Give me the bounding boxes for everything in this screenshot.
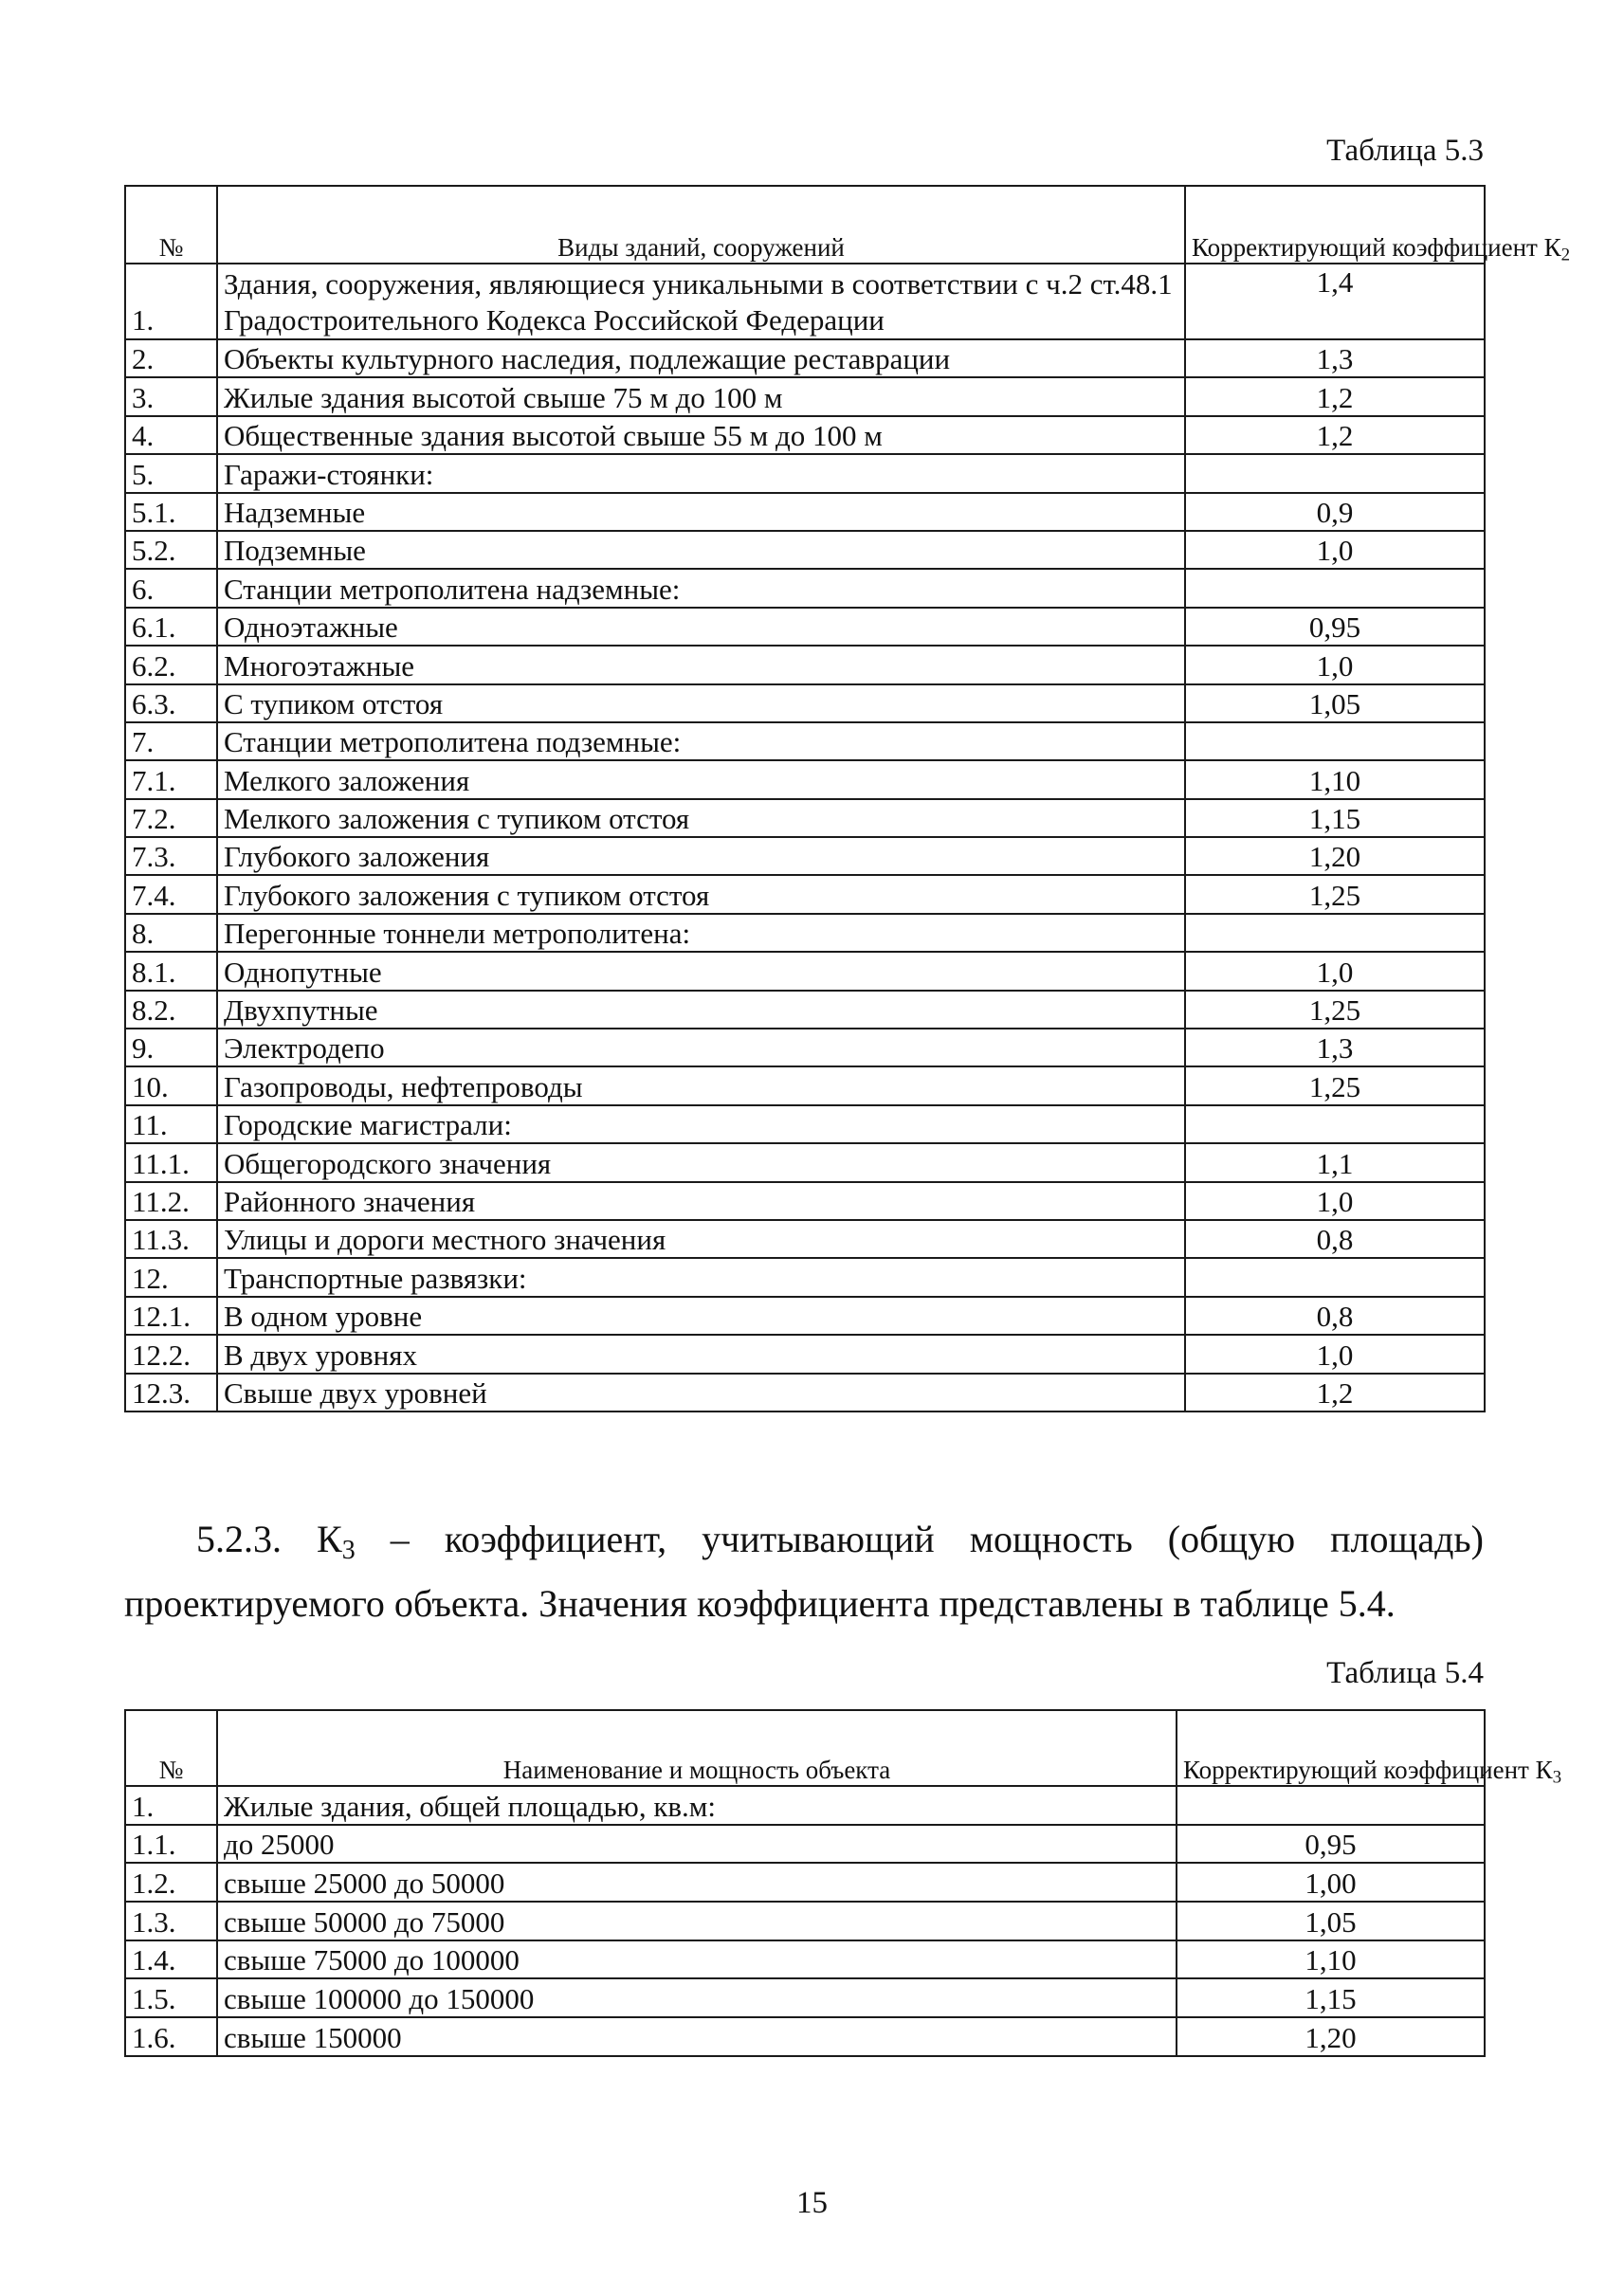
table-row <box>125 2017 1485 2056</box>
table-row <box>125 646 1485 683</box>
row-name: Общегородского значения <box>217 1143 1185 1181</box>
row-coefficient: 1,10 <box>1177 1940 1485 1979</box>
row-coefficient: 1,0 <box>1185 646 1485 683</box>
row-number: 8. <box>125 914 217 952</box>
row-name: Одноэтажные <box>217 608 1185 646</box>
table-row <box>125 722 1485 760</box>
row-coefficient: 1,0 <box>1185 1182 1485 1220</box>
row-number: 11.1. <box>125 1143 217 1181</box>
row-number: 7.1. <box>125 760 217 798</box>
row-name: Станции метрополитена подземные: <box>217 722 1185 760</box>
row-coefficient: 1,20 <box>1185 837 1485 875</box>
table-row <box>125 684 1485 722</box>
table-row <box>125 1182 1485 1220</box>
page-number: 15 <box>796 2186 828 2220</box>
row-coefficient <box>1185 569 1485 607</box>
row-name: Улицы и дороги местного значения <box>217 1220 1185 1258</box>
table-row <box>125 264 1485 339</box>
row-name: С тупиком отстоя <box>217 684 1185 722</box>
row-number: 9. <box>125 1029 217 1066</box>
table-row <box>125 416 1485 454</box>
row-number: 5.1. <box>125 493 217 531</box>
table-row <box>125 1143 1485 1181</box>
row-number: 5.2. <box>125 531 217 569</box>
row-name: Электродепо <box>217 1029 1185 1066</box>
table-5-3 <box>124 185 1571 1412</box>
row-name: Свыше двух уровней <box>217 1374 1185 1412</box>
row-number: 6.3. <box>125 684 217 722</box>
row-number: 3. <box>125 377 217 415</box>
table-row <box>125 1902 1485 1940</box>
row-name: Глубокого заложения <box>217 837 1185 875</box>
row-number: 2. <box>125 339 217 377</box>
header-number: № <box>125 1710 217 1786</box>
table-row <box>125 760 1485 798</box>
row-name: Транспортные развязки: <box>217 1258 1185 1296</box>
row-coefficient: 1,20 <box>1177 2017 1485 2056</box>
table-row <box>125 1297 1485 1335</box>
row-name: Станции метрополитена надземные: <box>217 569 1185 607</box>
row-number: 1.6. <box>125 2017 217 2056</box>
table-5-3-caption: Таблица 5.3 <box>1326 134 1484 168</box>
row-number: 8.1. <box>125 952 217 990</box>
row-name: свыше 100000 до 150000 <box>217 1978 1177 2017</box>
row-name: свыше 75000 до 100000 <box>217 1940 1177 1979</box>
row-number: 12. <box>125 1258 217 1296</box>
row-name: Многоэтажные <box>217 646 1185 683</box>
row-coefficient: 1,05 <box>1185 684 1485 722</box>
row-coefficient: 1,3 <box>1185 1029 1485 1066</box>
table-row <box>125 531 1485 569</box>
table-row <box>125 1335 1485 1373</box>
paragraph-5-2-3: 5.2.3. $К_3$ – коэффициент, учитывающий мощность (общую площадь) проектируемого объекта. Значения коэффициента представлены в таблице 5.4. <box>124 1518 1484 1625</box>
row-number: 12.3. <box>125 1374 217 1412</box>
table-row <box>125 799 1485 837</box>
table-row <box>125 1029 1485 1066</box>
row-number: 4. <box>125 416 217 454</box>
table-row <box>125 454 1485 492</box>
table-row <box>125 952 1485 990</box>
row-name: свыше 50000 до 75000 <box>217 1902 1177 1940</box>
table-row <box>125 1863 1485 1902</box>
row-coefficient <box>1185 1105 1485 1143</box>
table-5-4-body <box>125 1786 1485 2056</box>
table-row <box>125 1066 1485 1104</box>
row-number: 11.2. <box>125 1182 217 1220</box>
row-name: Газопроводы, нефтепроводы <box>217 1066 1185 1104</box>
row-number: 6.2. <box>125 646 217 683</box>
row-name: свыше 25000 до 50000 <box>217 1863 1177 1902</box>
row-name: Мелкого заложения <box>217 760 1185 798</box>
row-number: 7. <box>125 722 217 760</box>
table-row <box>125 1105 1485 1143</box>
row-coefficient: 1,10 <box>1185 760 1485 798</box>
row-number: 7.3. <box>125 837 217 875</box>
header-coefficient: Корректирующий коэффициент $К_3$ <box>1177 1710 1485 1786</box>
row-name: Глубокого заложения с тупиком отстоя <box>217 875 1185 913</box>
row-coefficient: 1,0 <box>1185 531 1485 569</box>
row-name: Перегонные тоннели метрополитена: <box>217 914 1185 952</box>
row-name: Подземные <box>217 531 1185 569</box>
row-coefficient: 1,00 <box>1177 1863 1485 1902</box>
table-row <box>125 1374 1485 1412</box>
row-coefficient <box>1177 1786 1485 1825</box>
row-coefficient <box>1185 1258 1485 1296</box>
header-building-type: Виды зданий, сооружений <box>217 186 1185 264</box>
table-row <box>125 837 1485 875</box>
row-coefficient: 1,25 <box>1185 875 1485 913</box>
table-row <box>125 493 1485 531</box>
row-coefficient <box>1185 914 1485 952</box>
row-coefficient: 1,25 <box>1185 991 1485 1029</box>
row-coefficient: 1,0 <box>1185 1335 1485 1373</box>
row-coefficient: 0,95 <box>1177 1825 1485 1864</box>
header-number: № <box>125 186 217 264</box>
row-coefficient: 0,8 <box>1185 1220 1485 1258</box>
row-coefficient: 1,1 <box>1185 1143 1485 1181</box>
header-coefficient: Корректирующий коэффициент $К_2$ <box>1185 186 1485 264</box>
table-row <box>125 875 1485 913</box>
row-coefficient: 0,95 <box>1185 608 1485 646</box>
row-number: 1.3. <box>125 1902 217 1940</box>
row-name: Общественные здания высотой свыше 55 м до 100 м <box>217 416 1185 454</box>
row-name: Жилые здания высотой свыше 75 м до 100 м <box>217 377 1185 415</box>
row-number: 6. <box>125 569 217 607</box>
row-coefficient: 0,9 <box>1185 493 1485 531</box>
table-row <box>125 1220 1485 1258</box>
row-coefficient: 1,25 <box>1185 1066 1485 1104</box>
row-name: В одном уровне <box>217 1297 1185 1335</box>
table-row <box>125 377 1485 415</box>
table-5-4-caption: Таблица 5.4 <box>1326 1656 1484 1690</box>
table-row <box>125 1940 1485 1979</box>
row-number: 1. <box>125 264 217 339</box>
row-coefficient: 1,2 <box>1185 377 1485 415</box>
row-name: Районного значения <box>217 1182 1185 1220</box>
row-name: Объекты культурного наследия, подлежащие реставрации <box>217 339 1185 377</box>
row-name: Гаражи-стоянки: <box>217 454 1185 492</box>
row-coefficient: 1,05 <box>1177 1902 1485 1940</box>
row-number: 1.5. <box>125 1978 217 2017</box>
table-row <box>125 914 1485 952</box>
row-name: до 25000 <box>217 1825 1177 1864</box>
table-header-row <box>125 1710 1485 1786</box>
row-coefficient: 0,8 <box>1185 1297 1485 1335</box>
row-number: 11.3. <box>125 1220 217 1258</box>
table-row <box>125 1825 1485 1864</box>
row-number: 7.2. <box>125 799 217 837</box>
row-number: 8.2. <box>125 991 217 1029</box>
table-row <box>125 1786 1485 1825</box>
table-row <box>125 339 1485 377</box>
table-header-row <box>125 186 1485 264</box>
row-number: 11. <box>125 1105 217 1143</box>
table-row <box>125 1258 1485 1296</box>
row-coefficient: 1,4 <box>1185 264 1485 339</box>
row-coefficient: 1,3 <box>1185 339 1485 377</box>
row-name: В двух уровнях <box>217 1335 1185 1373</box>
row-number: 7.4. <box>125 875 217 913</box>
row-name: Мелкого заложения с тупиком отстоя <box>217 799 1185 837</box>
table-5-3-body <box>125 264 1485 1412</box>
row-name: Здания, сооружения, являющиеся уникальными в соответствии с ч.2 ст.48.1 Градостроительного Кодекса Российской Федерации <box>217 264 1185 339</box>
header-object-name: Наименование и мощность объекта <box>217 1710 1177 1786</box>
row-coefficient: 1,2 <box>1185 1374 1485 1412</box>
row-name: Надземные <box>217 493 1185 531</box>
row-name: Двухпутные <box>217 991 1185 1029</box>
row-number: 1.4. <box>125 1940 217 1979</box>
row-coefficient: 1,2 <box>1185 416 1485 454</box>
table-row <box>125 569 1485 607</box>
row-number: 12.2. <box>125 1335 217 1373</box>
table-row <box>125 991 1485 1029</box>
row-name: Однопутные <box>217 952 1185 990</box>
table-row <box>125 1978 1485 2017</box>
row-coefficient <box>1185 454 1485 492</box>
row-number: 6.1. <box>125 608 217 646</box>
row-coefficient <box>1185 722 1485 760</box>
row-number: 1.2. <box>125 1863 217 1902</box>
row-number: 1.1. <box>125 1825 217 1864</box>
row-number: 1. <box>125 1786 217 1825</box>
row-number: 5. <box>125 454 217 492</box>
table-5-4 <box>124 1709 1562 2057</box>
row-name: Городские магистрали: <box>217 1105 1185 1143</box>
row-name: свыше 150000 <box>217 2017 1177 2056</box>
row-coefficient: 1,0 <box>1185 952 1485 990</box>
row-coefficient: 1,15 <box>1177 1978 1485 2017</box>
row-coefficient: 1,15 <box>1185 799 1485 837</box>
row-name: Жилые здания, общей площадью, кв.м: <box>217 1786 1177 1825</box>
row-number: 10. <box>125 1066 217 1104</box>
table-row <box>125 608 1485 646</box>
row-number: 12.1. <box>125 1297 217 1335</box>
